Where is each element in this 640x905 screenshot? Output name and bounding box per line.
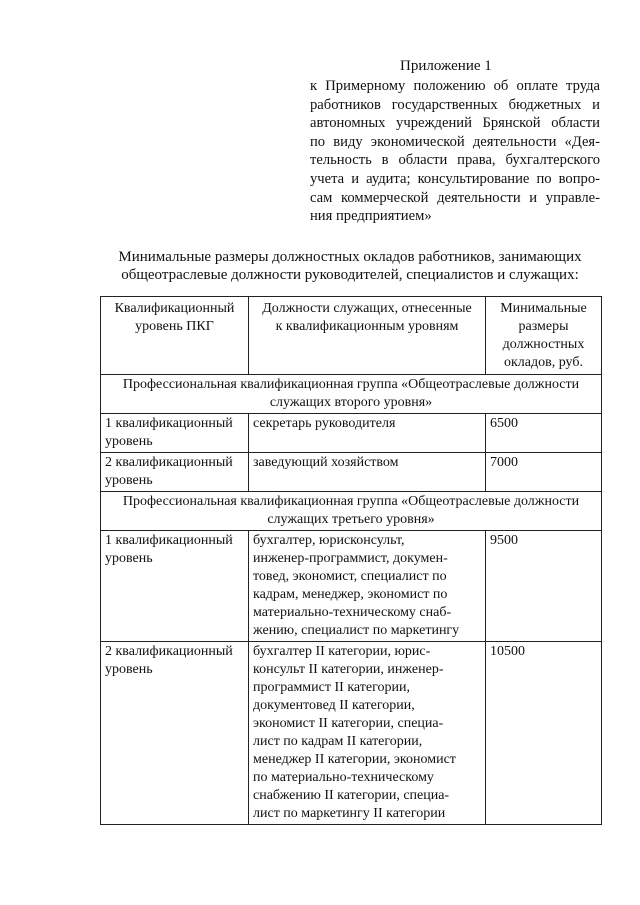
table-row: [101, 414, 602, 453]
position-line: жению, специалист по маркетингу: [253, 623, 460, 638]
header-row: [101, 297, 602, 375]
position-line: материально-техническому снаб-: [253, 605, 452, 620]
position-line: инженер-программист, докумен-: [253, 551, 448, 566]
group-title: [101, 375, 602, 414]
appendix-line: ния предприятием»: [310, 208, 432, 225]
group-title: [101, 492, 602, 531]
position-line: кадрам, менеджер, экономист по: [253, 587, 448, 602]
position-line: товед, экономист, специалист по: [253, 569, 447, 584]
level-line: уровень: [105, 551, 153, 566]
level-line: уровень: [105, 434, 153, 449]
position-line: бухгалтер, юрисконсульт,: [253, 533, 405, 548]
positions-cell: [249, 414, 486, 453]
group-title-line: служащих третьего уровня»: [267, 512, 435, 527]
appendix-line: по виду экономической деятельности «Дея-: [310, 133, 600, 150]
appendix-line: сам коммерческой деятельности и управле-: [310, 189, 600, 206]
table-heading: [100, 248, 600, 284]
group-title-line: служащих второго уровня»: [269, 395, 433, 410]
appendix-line: учета и аудита; консультирование по вопро-: [310, 170, 600, 187]
group-title-line: Профессиональная квалификационная группа «Общеотраслевые должности: [122, 377, 580, 392]
level-line: 2 квалификационный: [105, 455, 233, 470]
level-line: 1 квалификационный: [105, 533, 233, 548]
appendix-line: тельность в области права, бухгалтерского: [310, 152, 600, 169]
header-text: уровень ПКГ: [135, 319, 214, 334]
header-text: должностных: [502, 337, 585, 352]
position-line: лист по кадрам II категории,: [253, 734, 423, 749]
position-line: снабжению II категории, специа-: [253, 788, 450, 803]
position-line: консульт II категории, инженер-: [253, 662, 444, 677]
group-row: [101, 492, 602, 531]
appendix-line: автономных учреждений Брянской области: [310, 115, 600, 132]
position-line: экономист II категории, специа-: [253, 716, 444, 731]
header-text: Минимальные: [500, 301, 587, 316]
appendix-line: работников государственных бюджетных и: [310, 96, 600, 113]
position-line: лист по маркетингу II категории: [253, 806, 446, 821]
header-level: [101, 297, 249, 375]
position-line: по материально-техническому: [253, 770, 434, 785]
salary-cell: 10500: [486, 642, 602, 825]
header-text: размеры: [518, 319, 569, 334]
table-row: [101, 531, 602, 642]
heading-line: общеотраслевые должности руководителей, специалистов и служащих:: [121, 267, 579, 283]
salary-cell: 7000: [486, 453, 602, 492]
positions-cell: [249, 642, 486, 825]
table-row: [101, 642, 602, 825]
position-line: секретарь руководителя: [253, 416, 396, 431]
heading-line: Минимальные размеры должностных окладов работников, занимающих: [118, 249, 582, 265]
header-positions: [249, 297, 486, 375]
header-text: Должности служащих, отнесенные: [262, 301, 472, 316]
salary-table: [100, 296, 602, 825]
position-line: программист II категории,: [253, 680, 410, 695]
level-cell: [101, 642, 249, 825]
level-cell: [101, 453, 249, 492]
header-text: окладов, руб.: [504, 355, 583, 370]
level-line: 1 квалификационный: [105, 416, 233, 431]
salary-cell: 9500: [486, 531, 602, 642]
appendix-text: [310, 77, 600, 226]
header-text: к квалификационным уровням: [275, 319, 459, 334]
position-line: бухгалтер II категории, юрис-: [253, 644, 431, 659]
level-cell: [101, 531, 249, 642]
positions-cell: [249, 453, 486, 492]
header-salary: [486, 297, 602, 375]
level-cell: [101, 414, 249, 453]
header-text: Квалификационный: [114, 301, 235, 316]
appendix-line: к Примерному положению об оплате труда: [310, 78, 600, 94]
salary-cell: 6500: [486, 414, 602, 453]
level-line: 2 квалификационный: [105, 644, 233, 659]
group-row: [101, 375, 602, 414]
position-line: заведующий хозяйством: [253, 455, 399, 470]
group-title-line: Профессиональная квалификационная группа «Общеотраслевые должности: [122, 494, 580, 509]
positions-cell: [249, 531, 486, 642]
appendix-title: Приложение 1: [400, 58, 492, 74]
position-line: документовед II категории,: [253, 698, 415, 713]
level-line: уровень: [105, 473, 153, 488]
position-line: менеджер II категории, экономист: [253, 752, 456, 767]
table-row: [101, 453, 602, 492]
level-line: уровень: [105, 662, 153, 677]
